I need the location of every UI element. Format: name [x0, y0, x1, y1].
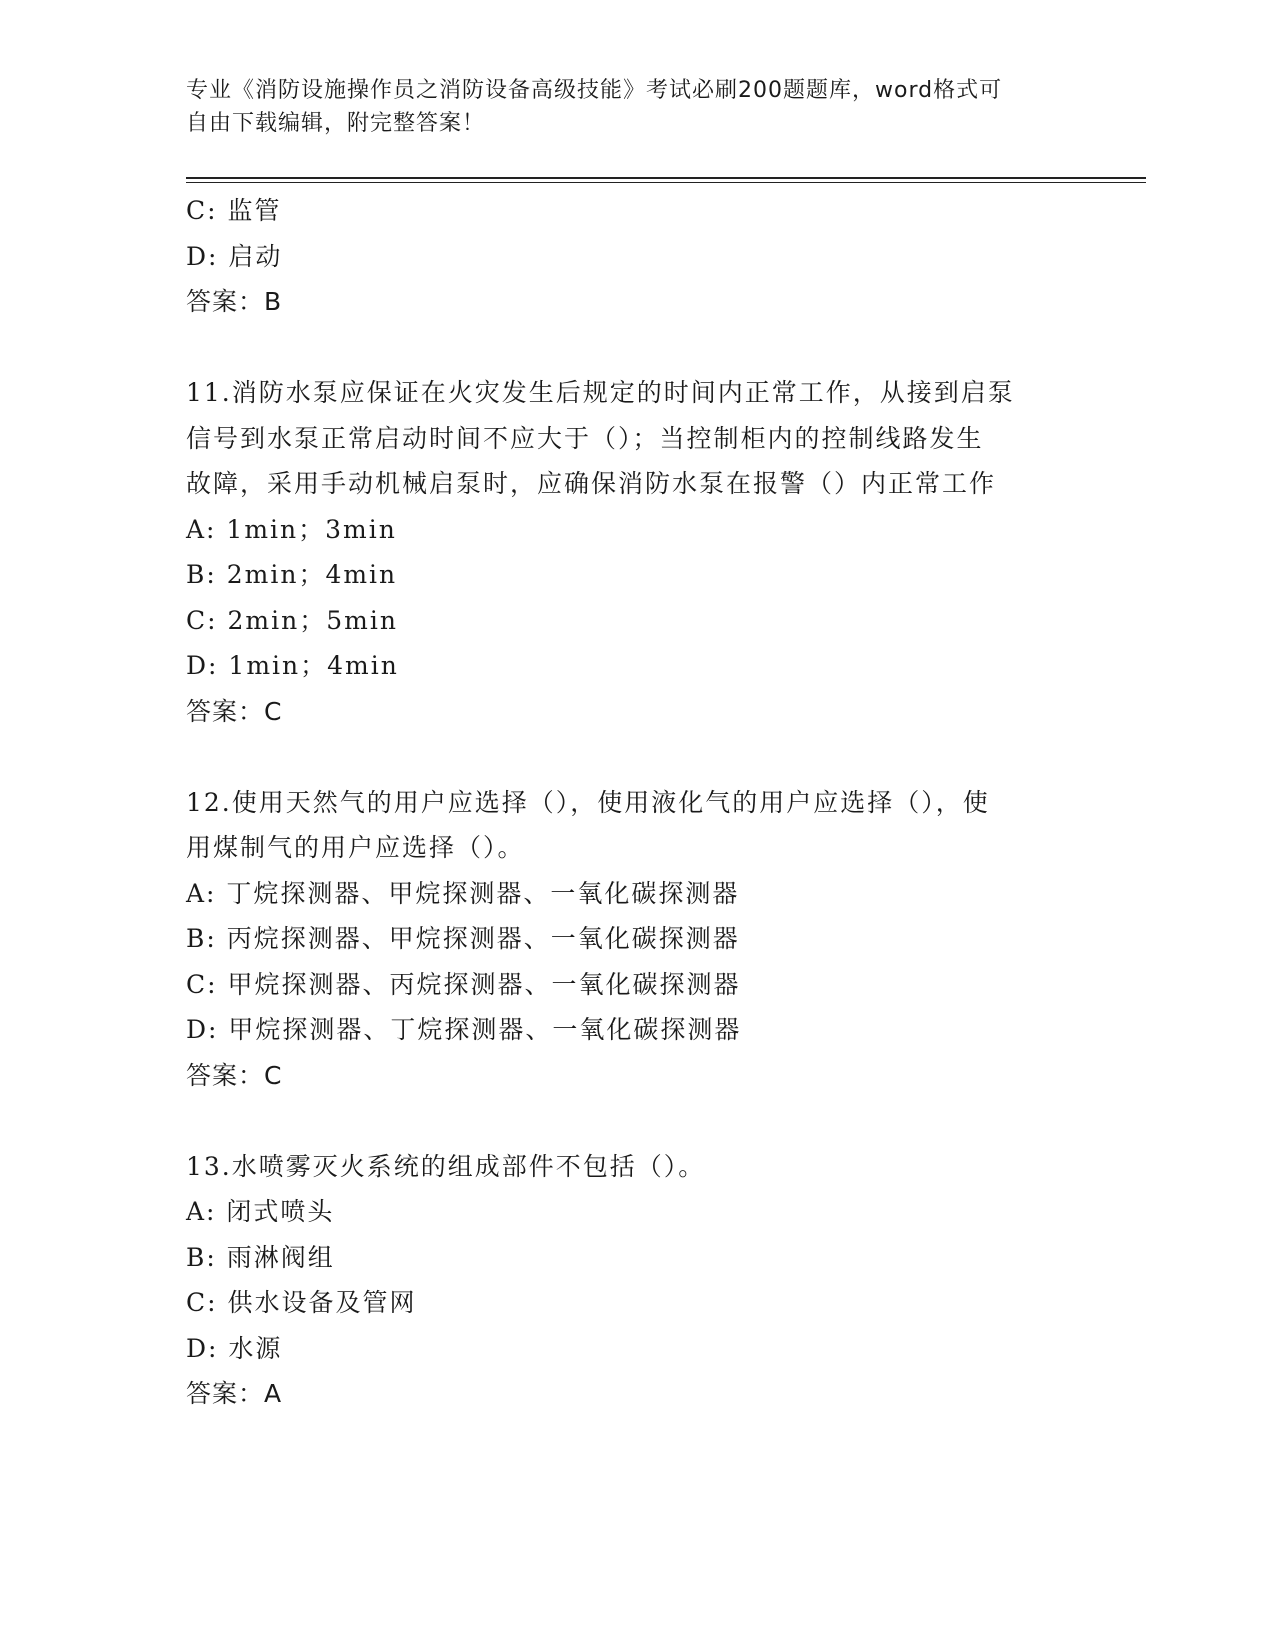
question-stem-line: 故障，采用手动机械启泵时，应确保消防水泵在报警（）内正常工作 [186, 469, 997, 498]
question-12 [186, 780, 1086, 1099]
question-stem-line: 11.消防水泵应保证在火灾发生后规定的时间内正常工作，从接到启泵 [186, 378, 1015, 407]
question-13 [186, 1144, 1086, 1417]
header-line-1: 专业《消防设施操作员之消防设备高级技能》考试必刷200题题库，word格式可 [186, 78, 1003, 103]
question-stem-line: 13.水喷雾灭火系统的组成部件不包括（）。 [186, 1151, 706, 1181]
prev-question-tail [186, 188, 1086, 325]
header-divider-thin [186, 182, 1146, 183]
document-body [186, 188, 1086, 1417]
option-d: D: 甲烷探测器、丁烷探测器、一氧化碳探测器 [186, 1015, 742, 1044]
option-d: D: 1min；4min [186, 651, 399, 680]
option-a: A: 丁烷探测器、甲烷探测器、一氧化碳探测器 [186, 878, 740, 908]
answer-line: 答案：C [186, 1060, 283, 1090]
option-b: B: 雨淋阀组 [186, 1242, 335, 1272]
option-a: A: 1min；3min [186, 514, 397, 544]
document-header [186, 74, 1066, 140]
option-d: D: 启动 [186, 241, 283, 271]
option-c: C: 甲烷探测器、丙烷探测器、一氧化碳探测器 [186, 969, 741, 999]
option-d: D: 水源 [186, 1333, 283, 1363]
answer-line: 答案：C [186, 696, 283, 726]
option-b: B: 2min；4min [186, 560, 398, 589]
question-11 [186, 370, 1086, 734]
question-stem-line: 信号到水泵正常启动时间不应大于（）；当控制柜内的控制线路发生 [186, 423, 984, 453]
header-line-2: 自由下载编辑，附完整答案！ [186, 111, 486, 136]
option-b: B: 丙烷探测器、甲烷探测器、一氧化碳探测器 [186, 924, 740, 953]
question-stem-line: 用煤制气的用户应选择（）。 [186, 833, 525, 862]
option-c: C: 2min；5min [186, 605, 398, 635]
option-c: C: 监管 [186, 196, 282, 225]
answer-line: 答案：A [186, 1379, 283, 1408]
header-divider [186, 177, 1146, 179]
answer-line: 答案：B [186, 287, 283, 316]
option-c: C: 供水设备及管网 [186, 1288, 417, 1317]
question-stem-line: 12.使用天然气的用户应选择（），使用液化气的用户应选择（），使 [186, 787, 990, 817]
option-a: A: 闭式喷头 [186, 1197, 335, 1226]
